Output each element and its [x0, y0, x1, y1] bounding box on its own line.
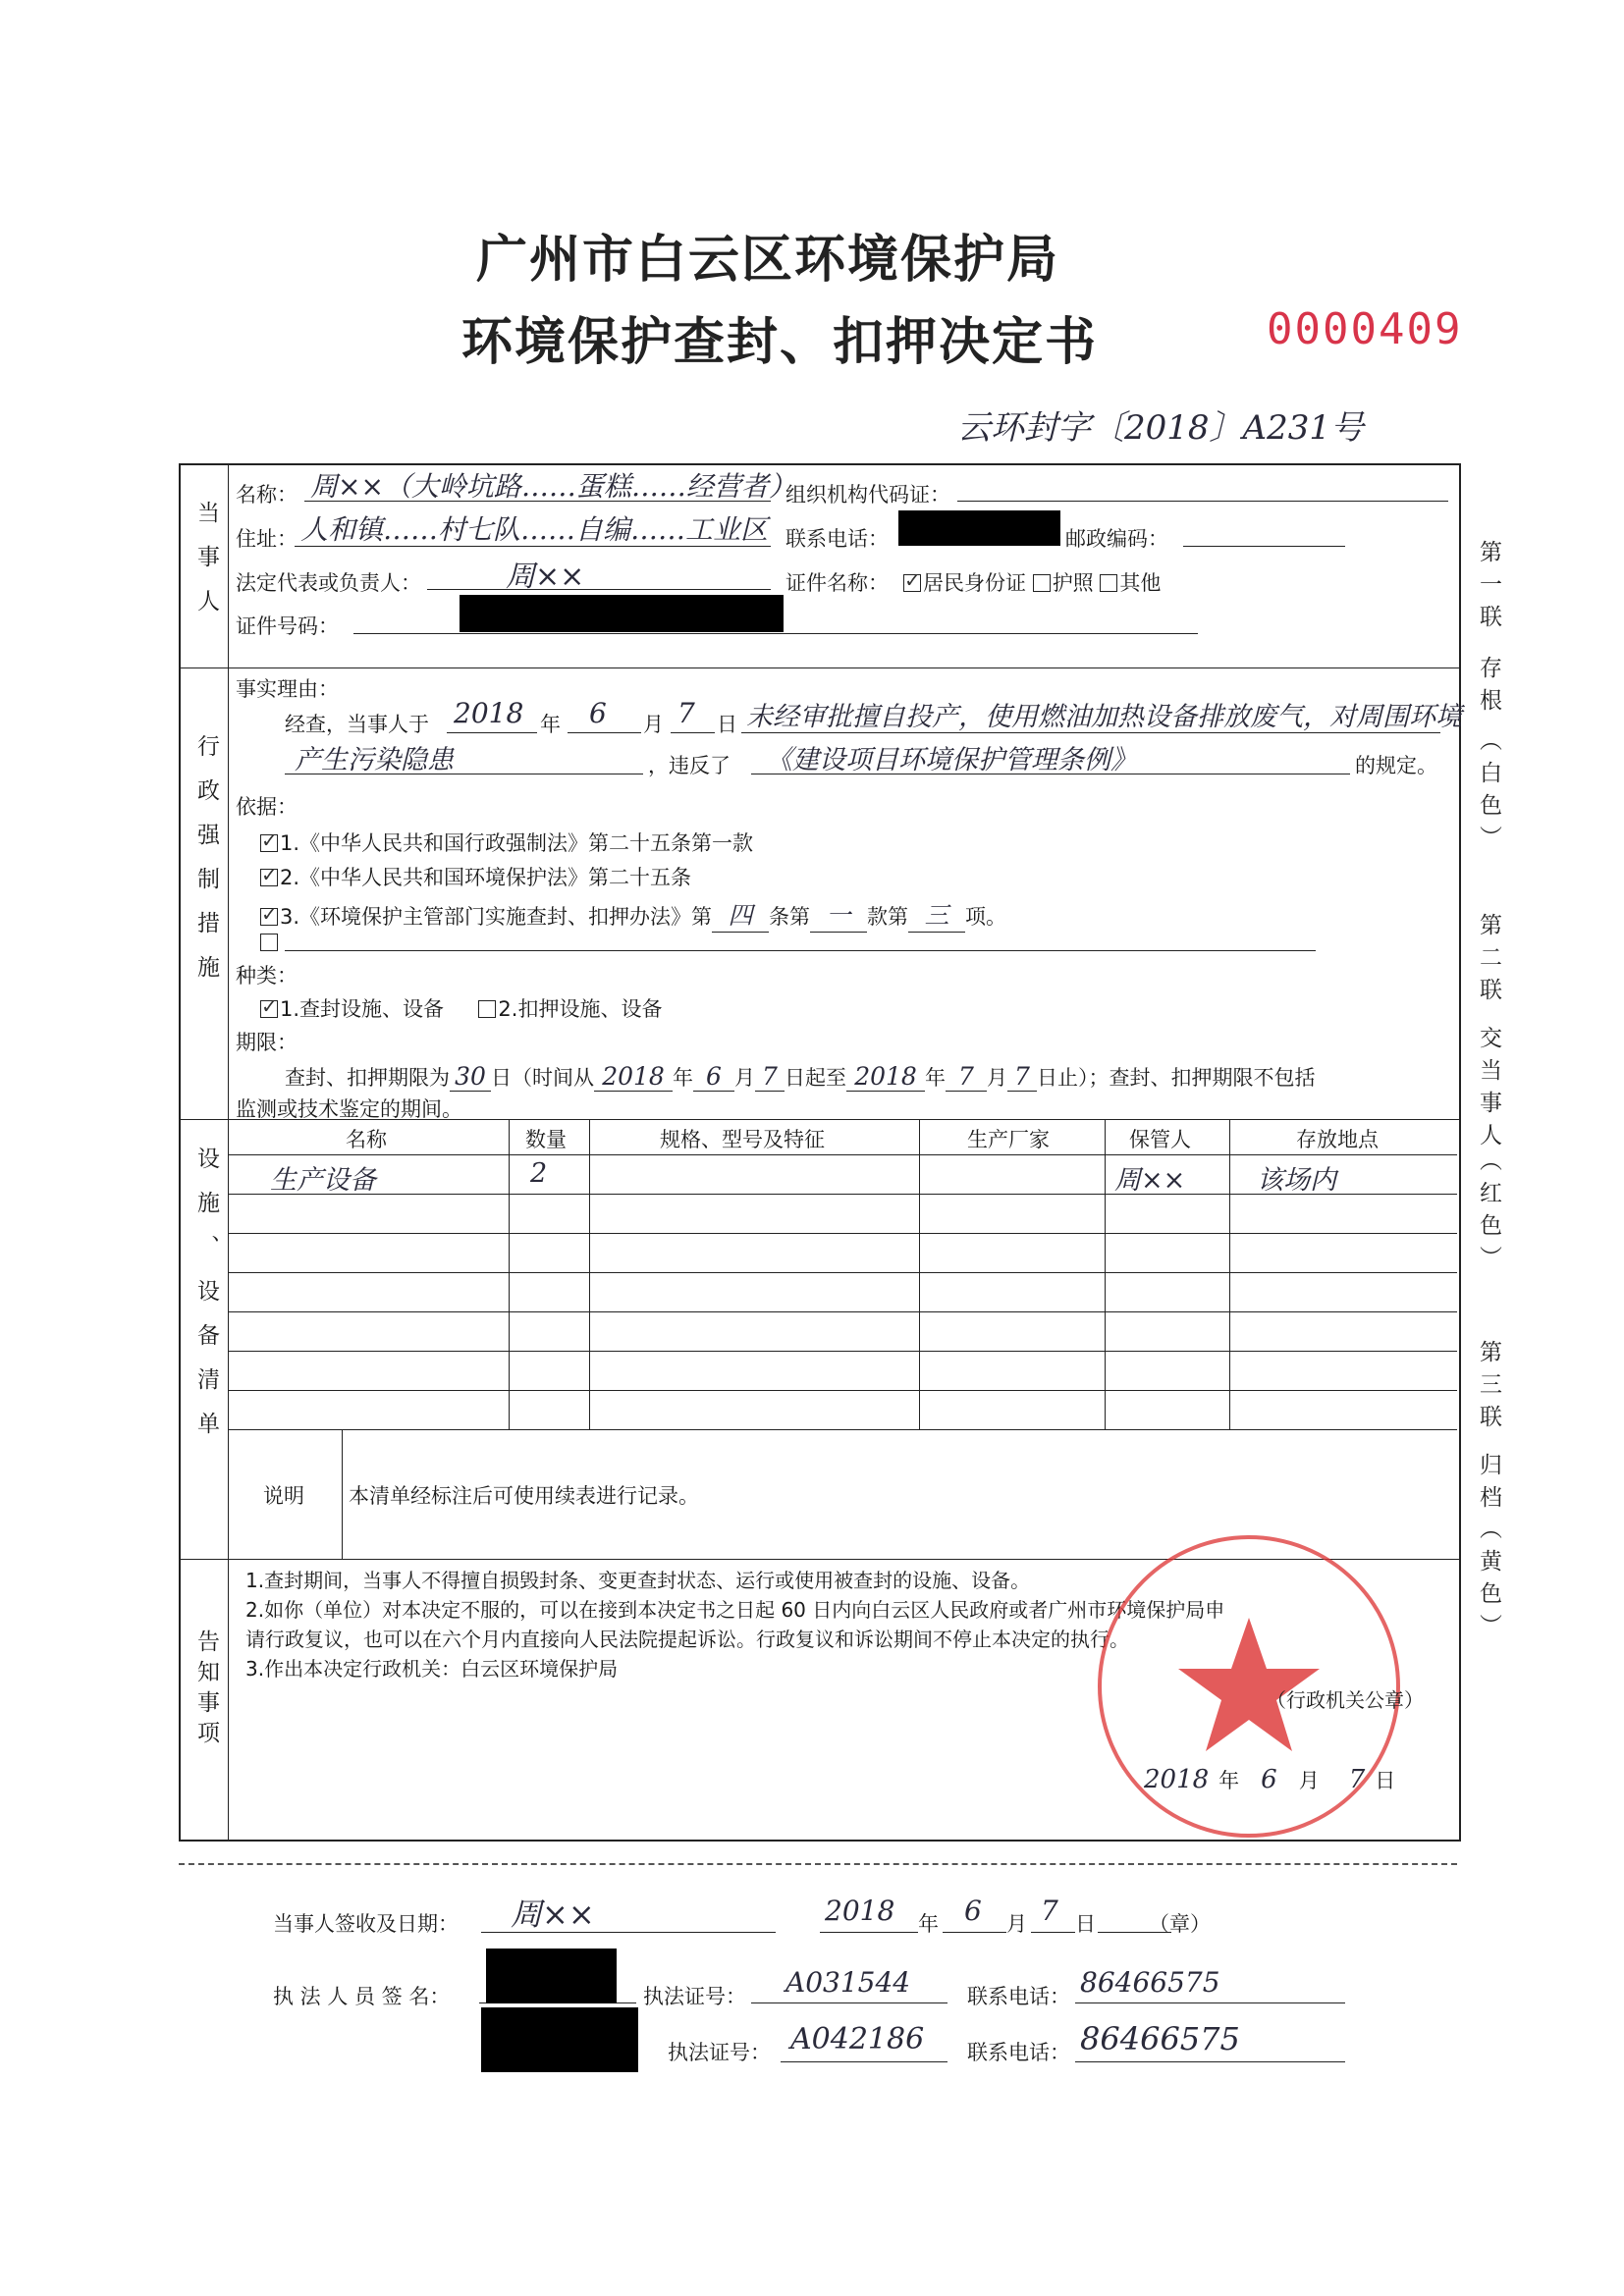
period-from-day: 7 [755, 1062, 785, 1092]
copy1-color: （白色） [1476, 728, 1501, 858]
basis-t3: 项。 [965, 905, 1007, 929]
type-option-seal: 1.查封设施、设备 [280, 997, 445, 1021]
facts-handwritten-2: 产生污染隐患 [295, 745, 454, 775]
period-text-d: 监测或技术鉴定的期间。 [236, 1097, 462, 1121]
cut-line [179, 1863, 1457, 1865]
period-to-year-unit: 年 [925, 1066, 946, 1090]
col-header-location: 存放地点 [1296, 1128, 1379, 1151]
name-value: 周××（大岭坑路……蛋糕……经营者） [310, 470, 796, 503]
col-header-keeper: 保管人 [1129, 1128, 1191, 1151]
copy3-label: 第三联 [1476, 1340, 1501, 1437]
facts-day-unit: 日 [717, 713, 737, 736]
receipt-year-unit: 年 [918, 1912, 939, 1936]
period-to-month-unit: 月 [987, 1066, 1007, 1090]
basis-checkbox-1[interactable] [260, 834, 278, 852]
facts-year-unit: 年 [540, 713, 561, 736]
row1-keeper: 周×× [1114, 1165, 1186, 1196]
receipt-day-unit: 日 [1075, 1912, 1096, 1936]
copy1-use: 存根 [1476, 656, 1501, 721]
officer1-phone-label: 联系电话： [967, 1985, 1070, 2008]
basis-item-1 [260, 828, 753, 857]
facts-handwritten: 未经审批擅自投产，使用燃油加热设备排放废气，对周围环境 [746, 702, 1462, 732]
copy2-color: （红色） [1476, 1148, 1501, 1278]
officer1-cert-label: 执法证号： [643, 1985, 746, 2008]
id-checkbox-other[interactable] [1100, 574, 1117, 592]
col-header-spec: 规格、型号及特征 [660, 1128, 825, 1151]
receipt-day: 7 [1041, 1895, 1058, 1927]
id-options [903, 567, 1161, 597]
receipt-name: 周×× [511, 1896, 595, 1933]
col-header-maker: 生产厂家 [967, 1128, 1050, 1151]
id-checkbox-resident[interactable] [903, 574, 921, 592]
period-label: 期限： [236, 1031, 298, 1054]
note-label: 说明 [263, 1484, 304, 1508]
notice-section-label: 告知事项 [193, 1629, 219, 1751]
note-text: 本清单经标注后可使用续表进行记录。 [349, 1484, 699, 1508]
violate-label: ，违反了 [648, 754, 731, 777]
org-code-field[interactable] [957, 501, 1448, 502]
facts-month: 6 [589, 697, 607, 729]
period-from-month-unit: 月 [734, 1066, 755, 1090]
rule-suffix: 的规定。 [1355, 754, 1437, 777]
basis-t1: 条第 [769, 905, 811, 929]
basis-checkbox-2[interactable] [260, 869, 278, 886]
facts-prefix: 经查，当事人于 [285, 713, 429, 736]
serial-number: 0000409 [1267, 304, 1463, 354]
type-option-detain: 2.扣押设施、设备 [498, 997, 663, 1021]
copy2-label: 第二联 [1476, 913, 1501, 1010]
copy3-use: 归档 [1476, 1453, 1501, 1518]
notice-item-1: 1.查封期间，当事人不得擅自损毁封条、变更查封状态、运行或使用被查封的设施、设备。 [245, 1569, 1031, 1592]
basis-checkbox-3[interactable] [260, 908, 278, 926]
basis-clause: 一 [810, 896, 867, 933]
notice-item-2: 2.如你（单位）对本决定不服的，可以在接到本决定书之日起 60 日内向白云区人民政府或者广州市环境保护局申 [245, 1598, 1225, 1622]
notice-month: 6 [1261, 1765, 1277, 1794]
notice-day: 7 [1348, 1765, 1366, 1794]
basis-other-field[interactable] [285, 950, 1316, 951]
doc-number: 云环封字〔2018〕A231号 [957, 408, 1364, 448]
receipt-year: 2018 [825, 1895, 895, 1927]
violated-law: 《建设项目环境保护管理条例》 [766, 745, 1137, 775]
basis-item-4 [260, 931, 280, 954]
basis-text-3: 3.《环境保护主管部门实施查封、扣押办法》第 [280, 905, 713, 929]
facts-day: 7 [677, 697, 695, 729]
basis-item: 三 [908, 896, 965, 933]
type-options [260, 993, 662, 1023]
type-label: 种类： [236, 964, 298, 988]
basis-item-3 [260, 896, 1006, 933]
period-from-year: 2018 [594, 1062, 673, 1092]
phone-label: 联系电话： [785, 527, 889, 551]
period-days: 30 [450, 1062, 491, 1092]
title-line1: 广州市白云区环境保护局 [476, 230, 1060, 290]
row1-quantity: 2 [530, 1158, 548, 1189]
basis-label: 依据： [236, 795, 298, 819]
copy3-color: （黄色） [1476, 1517, 1501, 1646]
postcode-field[interactable] [1183, 546, 1345, 547]
id-option-passport: 护照 [1052, 571, 1094, 595]
period-from-year-unit: 年 [673, 1066, 693, 1090]
basis-checkbox-4[interactable] [260, 934, 278, 951]
notice-year: 2018 [1144, 1765, 1210, 1794]
seal-caption: （行政机关公章） [1267, 1688, 1424, 1712]
row1-name: 生产设备 [270, 1165, 376, 1196]
redacted-officer-1 [486, 1949, 617, 2003]
notice-item-2b: 请行政复议，也可以在六个月内直接向人民法院提起诉讼。行政复议和诉讼期间不停止本决定的执行。 [245, 1628, 1129, 1651]
basis-item-2 [260, 862, 691, 891]
period-from-day-unit: 日起至 [785, 1066, 846, 1090]
facts-month-unit: 月 [643, 713, 664, 736]
period-to-month: 7 [946, 1062, 987, 1092]
redacted-phone [898, 510, 1060, 546]
equipment-section-label: 设施、设备清单 [193, 1147, 219, 1456]
title-line2: 环境保护查封、扣押决定书 [461, 312, 1099, 372]
id-type-label: 证件名称： [785, 571, 889, 595]
rep-value: 周×× [506, 560, 585, 594]
row1-location: 该场内 [1257, 1165, 1336, 1196]
redacted-officer-2 [481, 2007, 638, 2072]
period-to-day: 7 [1007, 1062, 1037, 1092]
col-header-name: 名称 [346, 1128, 387, 1151]
id-no-label: 证件号码： [236, 614, 339, 638]
officer2-cert: A042186 [790, 2022, 925, 2056]
officer2-cert-label: 执法证号： [668, 2041, 771, 2064]
measure-section-label: 行政强制措施 [193, 734, 219, 999]
basis-t2: 款第 [867, 905, 909, 929]
notice-item-3: 3.作出本决定行政机关：白云区环境保护局 [245, 1657, 619, 1681]
id-option-other: 其他 [1119, 571, 1162, 595]
redacted-id-number [460, 595, 784, 632]
basis-text-2: 2.《中华人民共和国环境保护法》第二十五条 [280, 866, 692, 889]
basis-article: 四 [712, 896, 769, 933]
officer-label: 执 法 人 员 签 名： [273, 1985, 451, 2008]
rep-label: 法定代表或负责人： [236, 571, 421, 595]
period-text-b: 日（时间从 [491, 1066, 594, 1090]
receipt-month-unit: 月 [1006, 1912, 1027, 1936]
period-to-year: 2018 [846, 1062, 925, 1092]
col-header-quantity: 数量 [525, 1128, 567, 1151]
notice-day-unit: 日 [1375, 1769, 1396, 1792]
officer1-phone: 86466575 [1080, 1966, 1220, 1999]
receipt-label: 当事人签收及日期： [273, 1912, 459, 1936]
officer1-cert: A031544 [785, 1966, 911, 1999]
type-checkbox-seal[interactable] [260, 1000, 278, 1018]
name-label: 名称： [236, 483, 298, 507]
address-label: 住址： [236, 527, 298, 551]
id-option-resident: 居民身份证 [923, 571, 1026, 595]
officer2-phone: 86466575 [1080, 2020, 1240, 2057]
type-checkbox-detain[interactable] [478, 1000, 496, 1018]
copy1-label: 第一联 [1476, 540, 1501, 637]
id-checkbox-passport[interactable] [1033, 574, 1051, 592]
facts-year: 2018 [454, 697, 524, 729]
receipt-month: 6 [964, 1895, 982, 1927]
notice-date [1144, 1765, 1395, 1794]
facts-label: 事实理由： [236, 677, 339, 701]
basis-text-1: 1.《中华人民共和国行政强制法》第二十五条第一款 [280, 831, 754, 855]
period-line [285, 1062, 1316, 1092]
party-section-label: 当事人 [193, 501, 219, 633]
org-code-label: 组织机构代码证： [785, 483, 950, 507]
postcode-label: 邮政编码： [1065, 527, 1168, 551]
period-text-a: 查封、扣押期限为 [285, 1066, 450, 1090]
address-value: 人和镇……村七队……自编……工业区 [300, 513, 769, 546]
officer2-phone-label: 联系电话： [967, 2041, 1070, 2064]
receipt-seal-note: （章） [1149, 1912, 1211, 1936]
period-from-month: 6 [693, 1062, 734, 1092]
notice-month-unit: 月 [1298, 1769, 1320, 1792]
copy2-use: 交当事人 [1476, 1026, 1501, 1155]
period-text-c: 日止）；查封、扣押期限不包括 [1037, 1066, 1316, 1090]
notice-year-unit: 年 [1218, 1769, 1240, 1792]
